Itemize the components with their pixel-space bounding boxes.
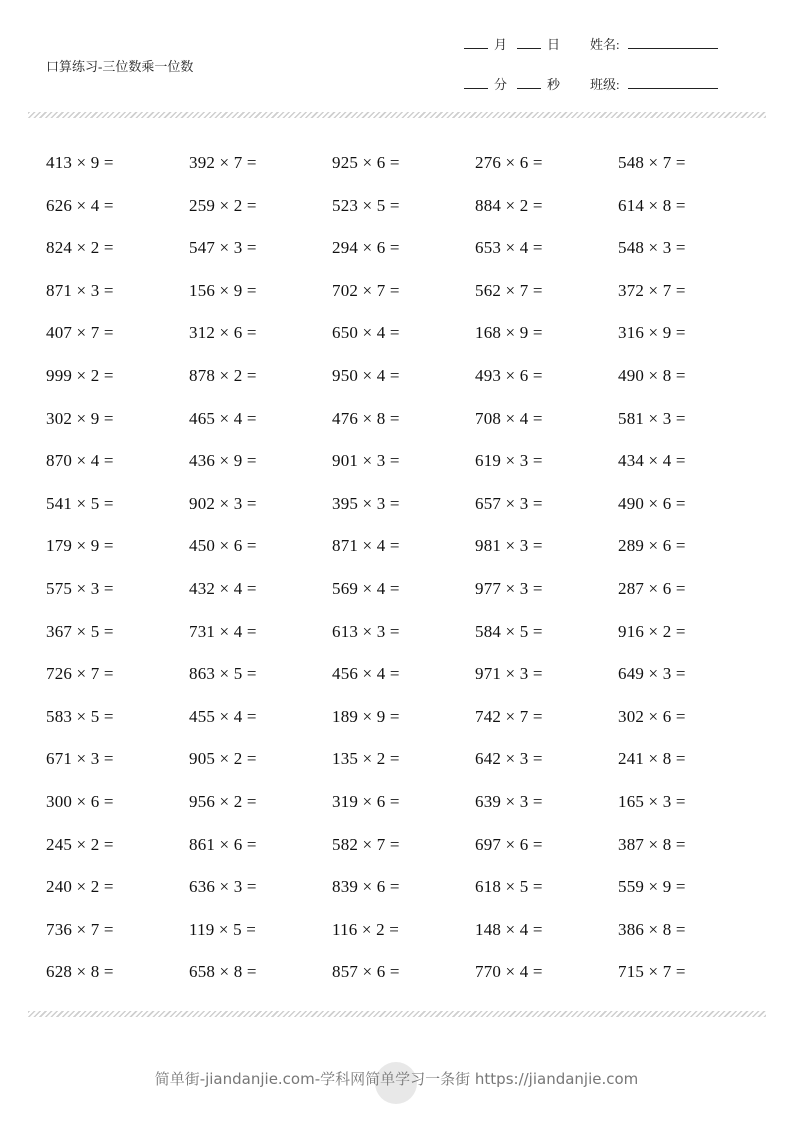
problem-cell: 559 × 9 =: [618, 877, 686, 897]
problem-cell: 582 × 7 =: [332, 834, 400, 854]
problem-cell: 950 × 4 =: [332, 365, 400, 385]
problem-cell: 697 × 6 =: [475, 834, 543, 854]
problem-cell: 240 × 2 =: [46, 877, 114, 897]
problem-cell: 956 × 2 =: [189, 791, 257, 811]
problem-cell: 490 × 8 =: [618, 365, 686, 385]
month-blank[interactable]: [464, 36, 488, 49]
problem-cell: 148 × 4 =: [475, 919, 543, 939]
day-blank[interactable]: [517, 36, 541, 49]
problem-cell: 925 × 6 =: [332, 153, 400, 172]
problem-cell: 715 × 7 =: [618, 962, 686, 982]
problem-cell: 287 × 6 =: [618, 578, 686, 598]
problem-cell: 742 × 7 =: [475, 706, 543, 726]
problem-cell: 902 × 3 =: [189, 493, 257, 513]
problem-cell: 413 × 9 =: [46, 153, 114, 172]
month-label: 月: [494, 37, 508, 52]
problem-cell: 971 × 3 =: [475, 664, 543, 684]
problem-cell: 702 × 7 =: [332, 280, 400, 300]
problem-cell: 119 × 5 =: [189, 919, 257, 939]
problem-cell: 618 × 5 =: [475, 877, 543, 897]
problem-cell: 541 × 5 =: [46, 493, 114, 513]
problem-cell: 861 × 6 =: [189, 834, 257, 854]
time-line: [464, 74, 560, 93]
problem-cell: 626 × 4 =: [46, 195, 114, 215]
problem-cell: 432 × 4 =: [189, 578, 257, 598]
day-label: 日: [547, 37, 561, 52]
problem-cell: 614 × 8 =: [618, 195, 686, 215]
second-label: 秒: [547, 77, 561, 92]
problem-cell: 884 × 2 =: [475, 195, 543, 215]
problem-cell: 116 × 2 =: [332, 919, 400, 939]
problem-cell: 319 × 6 =: [332, 791, 400, 811]
top-divider: [28, 112, 766, 118]
date-line: [464, 34, 560, 53]
problem-cell: 581 × 3 =: [618, 408, 686, 428]
problem-cell: 731 × 4 =: [189, 621, 257, 641]
problem-cell: 523 × 5 =: [332, 195, 400, 215]
problem-cell: 456 × 4 =: [332, 664, 400, 684]
problem-cell: 726 × 7 =: [46, 664, 114, 684]
problem-cell: 901 × 3 =: [332, 451, 400, 471]
problem-cell: 302 × 9 =: [46, 408, 114, 428]
problem-cell: 999 × 2 =: [46, 365, 114, 385]
problem-cell: 450 × 6 =: [189, 536, 257, 556]
problem-cell: 245 × 2 =: [46, 834, 114, 854]
problem-cell: 905 × 2 =: [189, 749, 257, 769]
problem-cell: 465 × 4 =: [189, 408, 257, 428]
problem-cell: 434 × 4 =: [618, 451, 686, 471]
problem-cell: 653 × 4 =: [475, 238, 543, 258]
problem-cell: 407 × 7 =: [46, 323, 114, 343]
problem-cell: 168 × 9 =: [475, 323, 543, 343]
problem-cell: 562 × 7 =: [475, 280, 543, 300]
problem-cell: 569 × 4 =: [332, 578, 400, 598]
problem-cell: 650 × 4 =: [332, 323, 400, 343]
problem-cell: 312 × 6 =: [189, 323, 257, 343]
problem-cell: 455 × 4 =: [189, 706, 257, 726]
problem-cell: 548 × 7 =: [618, 153, 686, 172]
minute-label: 分: [494, 77, 508, 92]
class-label: 班级:: [590, 77, 620, 92]
problem-cell: 770 × 4 =: [475, 962, 543, 982]
problem-cell: 657 × 3 =: [475, 493, 543, 513]
name-line: [590, 34, 718, 53]
problem-cell: 548 × 3 =: [618, 238, 686, 258]
problem-cell: 870 × 4 =: [46, 451, 114, 471]
problem-cell: 708 × 4 =: [475, 408, 543, 428]
problem-cell: 584 × 5 =: [475, 621, 543, 641]
problem-cell: 878 × 2 =: [189, 365, 257, 385]
problem-cell: 857 × 6 =: [332, 962, 400, 982]
problem-cell: 649 × 3 =: [618, 664, 686, 684]
problem-cell: 135 × 2 =: [332, 749, 400, 769]
class-blank[interactable]: [628, 76, 718, 89]
problem-cell: 395 × 3 =: [332, 493, 400, 513]
problem-cell: 392 × 7 =: [189, 153, 257, 172]
problem-cell: 671 × 3 =: [46, 749, 114, 769]
problem-cell: 493 × 6 =: [475, 365, 543, 385]
problem-cell: 276 × 6 =: [475, 153, 543, 172]
problem-cell: 367 × 5 =: [46, 621, 114, 641]
footer-text: 简单街-jiandanjie.com-学科网简单学习一条街 https://jiandanjie.com: [154, 1070, 639, 1088]
problem-cell: 977 × 3 =: [475, 578, 543, 598]
problem-cell: 642 × 3 =: [475, 749, 543, 769]
problem-cell: 294 × 6 =: [332, 238, 400, 258]
problem-cell: 619 × 3 =: [475, 451, 543, 471]
problem-cell: 871 × 4 =: [332, 536, 400, 556]
problem-cell: 636 × 3 =: [189, 877, 257, 897]
problem-cell: 613 × 3 =: [332, 621, 400, 641]
problem-cell: 436 × 9 =: [189, 451, 257, 471]
problem-cell: 916 × 2 =: [618, 621, 686, 641]
problem-cell: 289 × 6 =: [618, 536, 686, 556]
problem-cell: 372 × 7 =: [618, 280, 686, 300]
problem-cell: 981 × 3 =: [475, 536, 543, 556]
problem-cell: 658 × 8 =: [189, 962, 257, 982]
problem-cell: 241 × 8 =: [618, 749, 686, 769]
problem-cell: 165 × 3 =: [618, 791, 686, 811]
problem-cell: 824 × 2 =: [46, 238, 114, 258]
problem-cell: 575 × 3 =: [46, 578, 114, 598]
class-line: [590, 74, 718, 93]
problem-cell: 156 × 9 =: [189, 280, 257, 300]
problem-cell: 387 × 8 =: [618, 834, 686, 854]
problem-cell: 839 × 6 =: [332, 877, 400, 897]
problem-cell: 302 × 6 =: [618, 706, 686, 726]
problem-cell: 300 × 6 =: [46, 791, 114, 811]
problem-cell: 863 × 5 =: [189, 664, 257, 684]
problem-cell: 871 × 3 =: [46, 280, 114, 300]
bottom-divider: [28, 1011, 766, 1017]
problem-cell: 639 × 3 =: [475, 791, 543, 811]
problem-cell: 179 × 9 =: [46, 536, 114, 556]
name-label: 姓名:: [590, 37, 620, 52]
problem-cell: 476 × 8 =: [332, 408, 400, 428]
problem-cell: 547 × 3 =: [189, 238, 257, 258]
second-blank[interactable]: [517, 76, 541, 89]
worksheet-title: 口算练习-三位数乘一位数: [46, 59, 194, 74]
problem-cell: 490 × 6 =: [618, 493, 686, 513]
problem-grid: [46, 142, 766, 994]
problem-cell: 259 × 2 =: [189, 195, 257, 215]
minute-blank[interactable]: [464, 76, 488, 89]
problem-cell: 316 × 9 =: [618, 323, 686, 343]
problem-cell: 736 × 7 =: [46, 919, 114, 939]
problem-cell: 189 × 9 =: [332, 706, 400, 726]
problem-cell: 583 × 5 =: [46, 706, 114, 726]
problem-cell: 628 × 8 =: [46, 962, 114, 982]
problem-cell: 386 × 8 =: [618, 919, 686, 939]
name-blank[interactable]: [628, 36, 718, 49]
